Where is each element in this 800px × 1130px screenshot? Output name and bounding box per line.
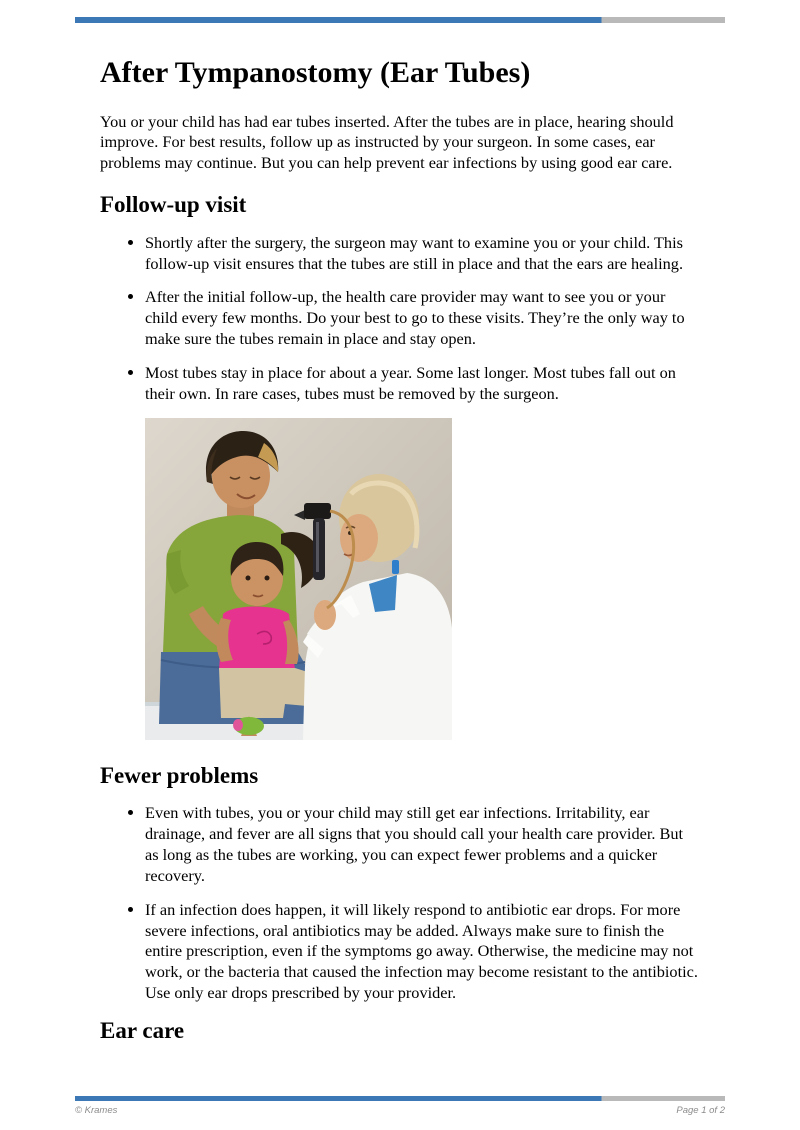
page-number: Page 1 of 2 <box>676 1105 725 1116</box>
section-heading-follow-up-visit: Follow-up visit <box>100 192 247 218</box>
page-title: After Tympanostomy (Ear Tubes) <box>100 56 531 89</box>
ear-exam-photo <box>145 418 452 740</box>
copyright-text: © Krames <box>75 1105 118 1116</box>
section-heading-fewer-problems: Fewer problems <box>100 762 259 788</box>
bullet-item: • After the initial follow-up, the health care provider may want to see you or your child every few months. Do your best to go to these visits. They’re the only way to make sure the tubes remain in place and stay open. <box>145 287 700 350</box>
follow-up-bullet-list <box>100 233 700 405</box>
bullet-item: • Shortly after the surgery, the surgeon may want to examine you or your child. This follow-up visit ensures that the tubes are still in place and that the ears are healing. <box>145 233 700 275</box>
bullet-item: • Most tubes stay in place for about a year. Some last longer. Most tubes fall out on their own. In rare cases, tubes must be removed by the surgeon. <box>145 363 700 405</box>
section-heading-ear-care: Ear care <box>100 1018 185 1044</box>
footer-accent-rule <box>75 1096 725 1101</box>
bullet-item: • If an infection does happen, it will likely respond to antibiotic ear drops. For more severe infections, oral antibiotics may be added. Always make sure to finish the entire prescription, even if the symptoms go away. Otherwise, the medicine may not work, or the bacteria that caused the infection may become resistant to the antibiotic. Use only ear drops prescribed by your provider. <box>145 900 700 1004</box>
page-footer <box>0 1096 800 1116</box>
fewer-problems-bullet-list <box>100 803 700 1004</box>
top-accent-rule <box>75 17 725 23</box>
bullet-item: • Even with tubes, you or your child may still get ear infections. Irritability, ear drainage, and fever are all signs that you should call your health care provider. But as long as the tubes are working, you can expect fewer problems and a quicker recovery. <box>145 803 700 886</box>
intro-paragraph: You or your child has had ear tubes inserted. After the tubes are in place, hearing should improve. For best results, follow up as instructed by your surgeon. In some cases, ear problems may continue. But you can help prevent ear infections by using good ear care. <box>100 111 674 173</box>
ear-exam-illustration <box>145 418 452 740</box>
